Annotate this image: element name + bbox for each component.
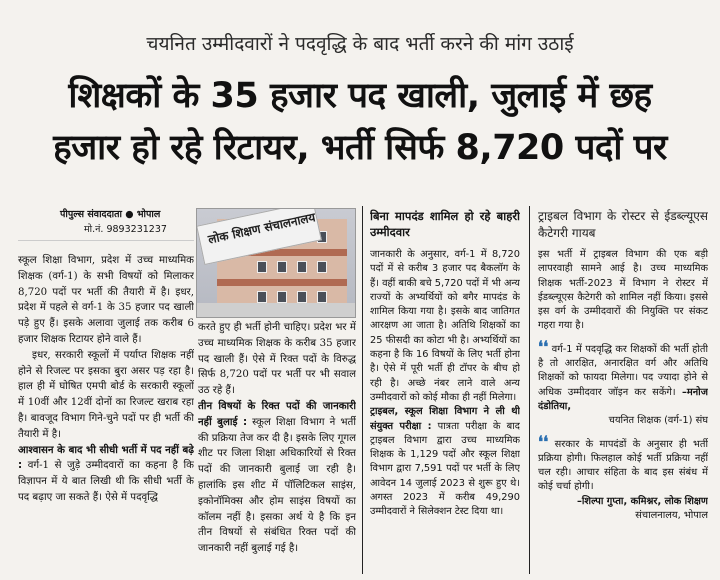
paragraph: स्कूल शिक्षा विभाग, प्रदेश में उच्च माध्यमिक शिक्षक (वर्ग-1) के सभी विषयों को मिलाकर 8,720 पदों पर भर्ती की तैयारी में है। इधर, प्रदेश में पहले से वर्ग-1 के 35 हजार पद खाली पड़े हुए हैं। इसके अलावा जुलाई तक करीब 6 हजार शिक्षक रिटायर होने वाले हैं। (18, 255, 194, 345)
column-3 (370, 208, 520, 572)
paragraph-text: स्कूल शिक्षा विभाग ने भर्ती की प्रक्रिया तेज कर दी है। इसके लिए गूगल शीट पर जिला शिक्षा अधिकारियों से रिक्त पदों की जानकारी बुलाई जा रही है। हालांकि इस शीट में पॉलिटिकल साइंस, इकोनॉमिक्स और होम साइंस विषयों का कॉलम नहीं है। इसका अर्थ ये है कि इन तीन विषयों से संबंधित रिक्त पदों की जानकारी नहीं बुलाई गई है। (198, 416, 356, 555)
quote-attribution: –शिल्पा गुप्ता, कमिश्नर, लोक शिक्षण (576, 495, 708, 507)
column-2 (198, 320, 356, 572)
quote-text: सरकार के मापदंडों के अनुसार ही भर्ती प्रक्रिया होगी। फिलहाल कोई भर्ती प्रक्रिया नहीं चल रही। आचार संहिता के बाद इस संबंध में कोई चर्चा होगी। (538, 438, 708, 493)
boundary-wall (197, 303, 356, 317)
paragraph (370, 405, 520, 519)
quote-mark-icon: ❛❛ (538, 431, 549, 451)
subheading: तीन विषयों के रिक्त पदों की जानकारी नहीं बुलाई : (198, 400, 356, 428)
signboard-text: लोक शिक्षण संचालनालय (206, 210, 317, 247)
column-divider (529, 206, 530, 574)
paragraph (18, 443, 194, 506)
window (317, 291, 327, 303)
paragraph-text: वर्ग-1 से जुड़े उम्मीदवारों का कहना है कि विज्ञापन में ये बात लिखी थी कि सीधी भर्ती के पद बढ़ाए जा सकते हैं। ऐसे में पदवृद्धि (18, 460, 194, 503)
window (297, 291, 307, 303)
kicker: चयनित उम्मीदवारों ने पदवृद्धि के बाद भर्ती करने की मांग उठाई (146, 33, 574, 55)
column-divider (362, 206, 363, 574)
quote-text: वर्ग-1 में पदवृद्धि कर शिक्षकों की भर्ती होती है तो आरक्षित, अनारक्षित वर्ग और अतिथि शिक्षकों को फायदा मिलेगा। पद ज्यादा होने से अधिक उम्मीदवार जॉइन कर सकेंगे। (538, 343, 708, 398)
byline: पीपुल्स संवाददाता ● भोपाल (60, 209, 161, 220)
window (257, 261, 267, 273)
section-heading: ट्राइबल विभाग के रोस्टर से ईडब्ल्यूएस कैटेगरी गायब (538, 209, 708, 240)
window (317, 261, 327, 273)
column-1 (18, 208, 194, 572)
quote-block (538, 336, 708, 429)
headline-line-2: हजार हो रहे रिटायर, भर्ती सिर्फ 8,720 पदों पर (53, 128, 667, 168)
headline (14, 70, 706, 174)
window (297, 261, 307, 273)
subheading: ट्राइबल, स्कूल शिक्षा विभाग ने ली थी संयुक्त परीक्षा : (370, 406, 520, 432)
paragraph: इस भर्ती में ट्राइबल विभाग की एक बड़ी लापरवाही सामने आई है। उच्च माध्यमिक शिक्षक भर्ती-2023 में विभाग ने रोस्टर में ईडब्ल्यूएस कैटेगरी को शामिल नहीं किया। इससे इस वर्ग के उम्मीदवारों की नियुक्ति पर संकट गहरा गया है। (538, 249, 708, 332)
building-band (217, 279, 347, 286)
quote-attribution-role: चयनित शिक्षक (वर्ग-1) संघ (608, 415, 708, 427)
column-4 (538, 208, 708, 572)
quote-attribution: –मनोज दंडोतिया, (538, 386, 708, 412)
quote-attribution-role: संचालनालय, भोपाल (635, 510, 708, 522)
window (277, 261, 287, 273)
quote-mark-icon: ❛❛ (538, 336, 549, 356)
subheading: आश्वासन के बाद भी सीधी भर्ती में पद नहीं बढ़े : (18, 444, 194, 472)
paragraph: इधर, सरकारी स्कूलों में पर्याप्त शिक्षक नहीं होने से रिजल्ट पर इसका बुरा असर पड़ रहा है। हाल ही में घोषित एमपी बोर्ड के सरकारी स्कूलों में 10वीं और 12वीं दोनों का रिजल्ट खराब रहा है। बावजूद विभाग गिने-चुने पदों पर ही भर्ती की तैयारी में है। (18, 349, 194, 440)
window (277, 291, 287, 303)
paragraph-text: पात्रता परीक्षा के बाद ट्राइबल विभाग द्वारा उच्च माध्यमिक शिक्षक के 1,129 पदों और स्कूल शिक्षा विभाग द्वारा 7,591 पदों पर भर्ती के लिए आवेदन 14 जुलाई 2023 से शुरू हुए थे। अगस्त 2023 में करीब 49,290 उम्मीदवारों ने सिलेक्शन टेस्ट दिया था। (370, 420, 520, 518)
headline-line-1: शिक्षकों के 35 हजार पद खाली, जुलाई में छह (68, 76, 652, 116)
reporter-mobile: मो.नं. 9893231237 (18, 222, 194, 241)
paragraph (198, 399, 356, 557)
paragraph: जानकारी के अनुसार, वर्ग-1 में 8,720 पदों में से करीब 3 हजार पद बैकलॉग के हैं। वहीं बाकी बचे 5,720 पदों में भी अन्य राज्यों के अभ्यर्थियों को बगैर मापदंड के शामिल किया गया है। इसके बाद जातिगत आरक्षण आ जाता है। अतिथि शिक्षकों का 25 फीसदी का कोटा भी है। अभ्यर्थियों का कहना है कि 16 विषयों के लिए भर्ती होना है। ऐसे में पूरी भर्ती ही टॉपर के बीच हो रही है। अच्छे नंबर लाने वाले अन्य उम्मीदवारों को कोई मौका ही नहीं मिलेगा। (370, 249, 520, 403)
building-photo (196, 208, 356, 318)
paragraph: करते हुए ही भर्ती होनी चाहिए। प्रदेश भर में उच्च माध्यमिक शिक्षक के करीब 35 हजार पद खाली हैं। ऐसे में रिक्त पदों के विरुद्ध सिर्फ 8,720 पदों पर भर्ती पर भी सवाल उठ रहे हैं। (198, 322, 356, 397)
quote-block (538, 431, 708, 524)
section-heading: बिना मापदंड शामिल हो रहे बाहरी उम्मीदवार (370, 209, 520, 239)
window (257, 291, 267, 303)
